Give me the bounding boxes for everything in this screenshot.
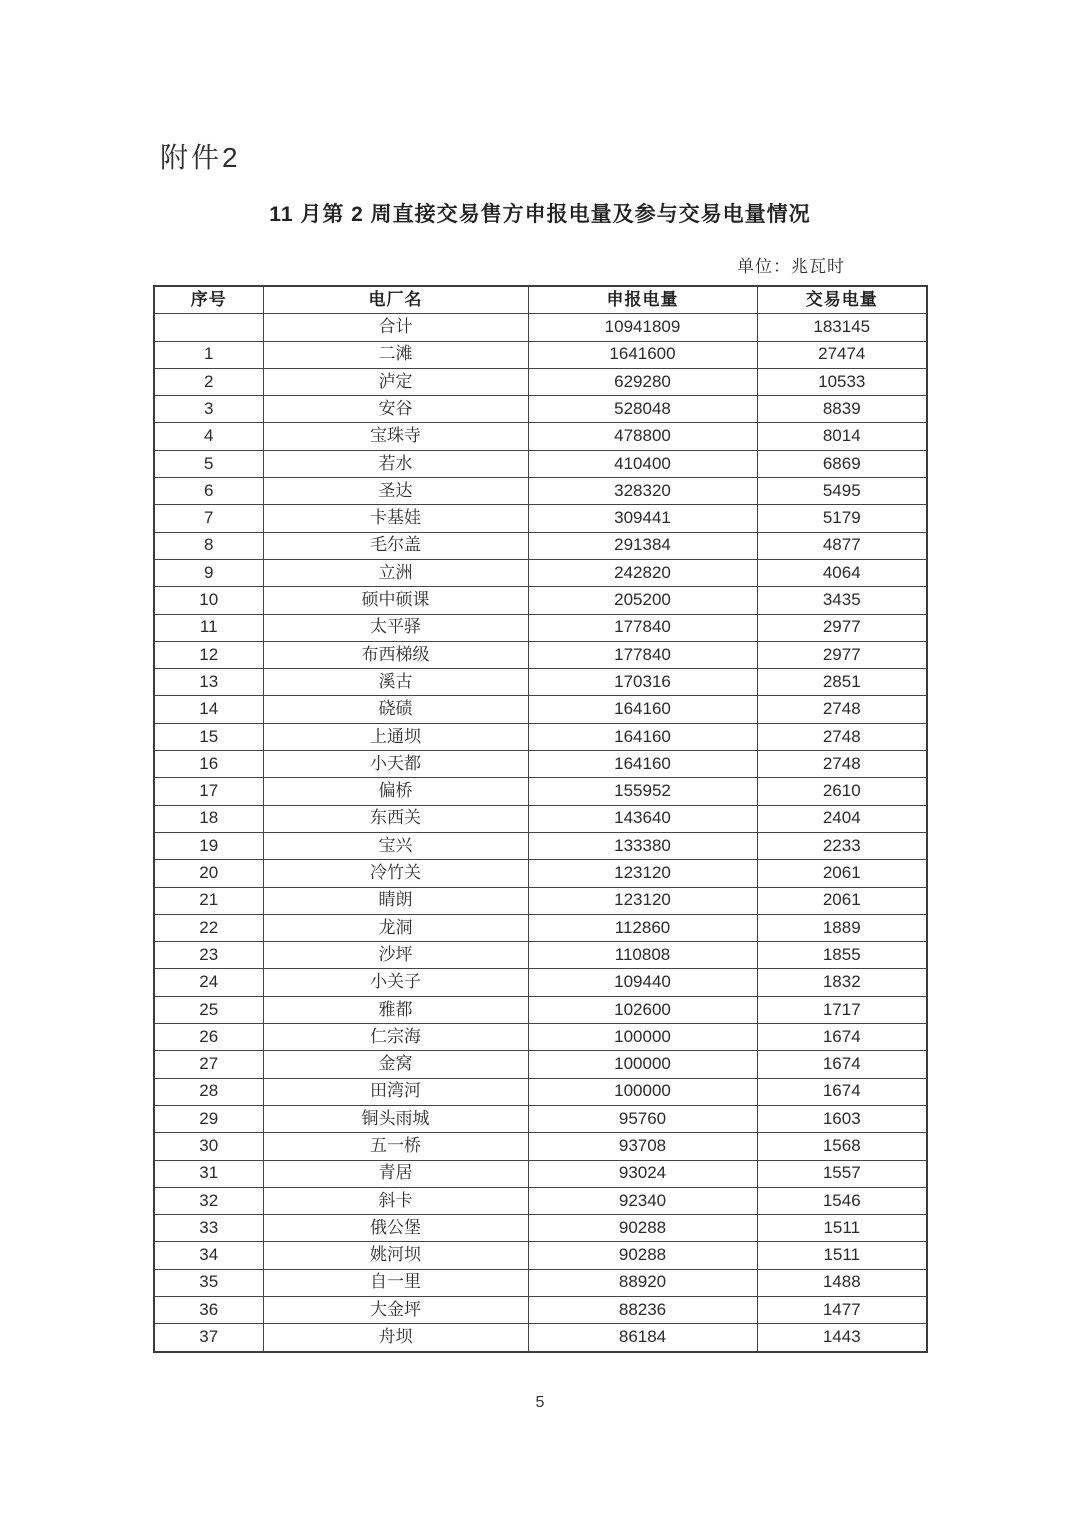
table-row — [154, 505, 927, 532]
cell-name: 泸定 — [263, 368, 528, 395]
table-row — [154, 641, 927, 668]
table-row — [154, 1215, 927, 1242]
cell-declared: 100000 — [528, 1078, 757, 1105]
cell-name: 姚河坝 — [263, 1242, 528, 1269]
cell-name: 俄公堡 — [263, 1215, 528, 1242]
table-row — [154, 1105, 927, 1132]
cell-name: 小关子 — [263, 969, 528, 996]
table-row — [154, 1133, 927, 1160]
cell-traded: 1488 — [757, 1269, 927, 1296]
cell-no: 20 — [154, 860, 263, 887]
cell-name: 沙坪 — [263, 942, 528, 969]
cell-declared: 10941809 — [528, 314, 757, 341]
cell-declared: 164160 — [528, 696, 757, 723]
cell-no: 32 — [154, 1187, 263, 1214]
cell-name: 硗碛 — [263, 696, 528, 723]
cell-name: 仁宗海 — [263, 1024, 528, 1051]
table-row — [154, 1024, 927, 1051]
cell-name: 硕中硕课 — [263, 587, 528, 614]
cell-name: 毛尔盖 — [263, 532, 528, 559]
cell-name: 小天都 — [263, 751, 528, 778]
cell-name: 上通坝 — [263, 723, 528, 750]
cell-no: 14 — [154, 696, 263, 723]
cell-name: 青居 — [263, 1160, 528, 1187]
cell-name: 立洲 — [263, 559, 528, 586]
cell-name: 二滩 — [263, 341, 528, 368]
cell-traded: 1832 — [757, 969, 927, 996]
cell-traded: 1557 — [757, 1160, 927, 1187]
cell-no: 35 — [154, 1269, 263, 1296]
cell-traded: 2610 — [757, 778, 927, 805]
cell-no: 28 — [154, 1078, 263, 1105]
cell-declared: 123120 — [528, 887, 757, 914]
cell-name: 若水 — [263, 450, 528, 477]
cell-declared: 629280 — [528, 368, 757, 395]
table-row — [154, 587, 927, 614]
cell-traded: 2233 — [757, 832, 927, 859]
table-row — [154, 1187, 927, 1214]
cell-declared: 155952 — [528, 778, 757, 805]
table-row — [154, 969, 927, 996]
table-total-row — [154, 314, 927, 341]
cell-traded: 1511 — [757, 1215, 927, 1242]
cell-no: 13 — [154, 669, 263, 696]
table-row — [154, 805, 927, 832]
cell-declared: 88920 — [528, 1269, 757, 1296]
cell-traded: 1889 — [757, 914, 927, 941]
page-title: 11 月第 2 周直接交易售方申报电量及参与交易电量情况 — [269, 203, 811, 226]
cell-traded: 1674 — [757, 1078, 927, 1105]
cell-no: 21 — [154, 887, 263, 914]
cell-declared: 164160 — [528, 723, 757, 750]
cell-no: 11 — [154, 614, 263, 641]
cell-name: 宝珠寺 — [263, 423, 528, 450]
power-trading-table — [153, 285, 928, 1353]
cell-no: 24 — [154, 969, 263, 996]
cell-name: 雅都 — [263, 996, 528, 1023]
cell-traded: 2061 — [757, 860, 927, 887]
column-header-no: 序号 — [154, 286, 263, 314]
table-row — [154, 396, 927, 423]
table-header-row — [154, 286, 927, 314]
cell-no: 8 — [154, 532, 263, 559]
cell-declared: 86184 — [528, 1324, 757, 1352]
cell-name: 圣达 — [263, 478, 528, 505]
cell-declared: 242820 — [528, 559, 757, 586]
cell-traded: 1855 — [757, 942, 927, 969]
table-row — [154, 914, 927, 941]
cell-name: 自一里 — [263, 1269, 528, 1296]
table-row — [154, 1324, 927, 1352]
cell-traded: 2748 — [757, 751, 927, 778]
cell-traded: 2061 — [757, 887, 927, 914]
cell-no: 30 — [154, 1133, 263, 1160]
cell-no: 15 — [154, 723, 263, 750]
cell-name: 宝兴 — [263, 832, 528, 859]
cell-declared: 309441 — [528, 505, 757, 532]
cell-traded: 1443 — [757, 1324, 927, 1352]
cell-no: 18 — [154, 805, 263, 832]
table-row — [154, 559, 927, 586]
cell-name: 合计 — [263, 314, 528, 341]
cell-declared: 92340 — [528, 1187, 757, 1214]
cell-traded: 4877 — [757, 532, 927, 559]
cell-no: 9 — [154, 559, 263, 586]
cell-no: 3 — [154, 396, 263, 423]
cell-traded: 1717 — [757, 996, 927, 1023]
cell-declared: 133380 — [528, 832, 757, 859]
cell-no: 36 — [154, 1296, 263, 1323]
column-header-name: 电厂名 — [263, 286, 528, 314]
cell-no: 1 — [154, 341, 263, 368]
cell-name: 大金坪 — [263, 1296, 528, 1323]
cell-no: 7 — [154, 505, 263, 532]
cell-name: 田湾河 — [263, 1078, 528, 1105]
table-row — [154, 423, 927, 450]
cell-no: 6 — [154, 478, 263, 505]
table-row — [154, 887, 927, 914]
cell-declared: 102600 — [528, 996, 757, 1023]
cell-traded: 6869 — [757, 450, 927, 477]
cell-no: 17 — [154, 778, 263, 805]
cell-traded: 4064 — [757, 559, 927, 586]
cell-declared: 88236 — [528, 1296, 757, 1323]
table-row — [154, 778, 927, 805]
cell-declared: 1641600 — [528, 341, 757, 368]
cell-no: 16 — [154, 751, 263, 778]
cell-traded: 1603 — [757, 1105, 927, 1132]
table-row — [154, 669, 927, 696]
cell-declared: 90288 — [528, 1215, 757, 1242]
page-number: 5 — [535, 1394, 545, 1411]
cell-no: 10 — [154, 587, 263, 614]
cell-name: 睛朗 — [263, 887, 528, 914]
cell-name: 五一桥 — [263, 1133, 528, 1160]
cell-traded: 1568 — [757, 1133, 927, 1160]
cell-declared: 410400 — [528, 450, 757, 477]
attachment-label: 附件2 — [160, 142, 241, 173]
table-row — [154, 478, 927, 505]
cell-traded: 10533 — [757, 368, 927, 395]
cell-traded: 183145 — [757, 314, 927, 341]
table-row — [154, 723, 927, 750]
table-row — [154, 614, 927, 641]
cell-name: 铜头雨城 — [263, 1105, 528, 1132]
table-row — [154, 1078, 927, 1105]
cell-name: 溪古 — [263, 669, 528, 696]
cell-traded: 5495 — [757, 478, 927, 505]
cell-name: 卡基娃 — [263, 505, 528, 532]
cell-traded: 1674 — [757, 1051, 927, 1078]
cell-traded: 2748 — [757, 723, 927, 750]
table-row — [154, 1160, 927, 1187]
cell-traded: 1477 — [757, 1296, 927, 1323]
cell-no: 34 — [154, 1242, 263, 1269]
table-row — [154, 341, 927, 368]
cell-no: 37 — [154, 1324, 263, 1352]
cell-declared: 170316 — [528, 669, 757, 696]
cell-traded: 2977 — [757, 641, 927, 668]
cell-declared: 109440 — [528, 969, 757, 996]
cell-declared: 112860 — [528, 914, 757, 941]
cell-name: 金窝 — [263, 1051, 528, 1078]
cell-declared: 143640 — [528, 805, 757, 832]
table-row — [154, 751, 927, 778]
table-row — [154, 832, 927, 859]
cell-no: 23 — [154, 942, 263, 969]
column-header-declared: 申报电量 — [528, 286, 757, 314]
cell-name: 舟坝 — [263, 1324, 528, 1352]
cell-name: 斜卡 — [263, 1187, 528, 1214]
cell-traded: 2977 — [757, 614, 927, 641]
cell-declared: 328320 — [528, 478, 757, 505]
cell-name: 安谷 — [263, 396, 528, 423]
cell-traded: 27474 — [757, 341, 927, 368]
cell-no: 33 — [154, 1215, 263, 1242]
table-row — [154, 450, 927, 477]
cell-traded: 2404 — [757, 805, 927, 832]
cell-declared: 123120 — [528, 860, 757, 887]
cell-traded: 2748 — [757, 696, 927, 723]
cell-declared: 93024 — [528, 1160, 757, 1187]
table-row — [154, 1051, 927, 1078]
table-header — [154, 286, 927, 314]
table-row — [154, 368, 927, 395]
cell-traded: 5179 — [757, 505, 927, 532]
table-row — [154, 1242, 927, 1269]
cell-declared: 528048 — [528, 396, 757, 423]
cell-traded: 1546 — [757, 1187, 927, 1214]
cell-traded: 8014 — [757, 423, 927, 450]
cell-declared: 164160 — [528, 751, 757, 778]
cell-name: 冷竹关 — [263, 860, 528, 887]
cell-name: 龙洞 — [263, 914, 528, 941]
cell-declared: 291384 — [528, 532, 757, 559]
cell-traded: 2851 — [757, 669, 927, 696]
cell-no: 19 — [154, 832, 263, 859]
cell-no: 31 — [154, 1160, 263, 1187]
table-body — [154, 314, 927, 1352]
cell-declared: 95760 — [528, 1105, 757, 1132]
cell-declared: 110808 — [528, 942, 757, 969]
cell-no — [154, 314, 263, 341]
cell-no: 5 — [154, 450, 263, 477]
cell-declared: 478800 — [528, 423, 757, 450]
cell-no: 25 — [154, 996, 263, 1023]
table-row — [154, 1296, 927, 1323]
cell-declared: 100000 — [528, 1024, 757, 1051]
cell-traded: 8839 — [757, 396, 927, 423]
cell-declared: 93708 — [528, 1133, 757, 1160]
table-row — [154, 532, 927, 559]
cell-no: 22 — [154, 914, 263, 941]
cell-no: 12 — [154, 641, 263, 668]
cell-declared: 205200 — [528, 587, 757, 614]
cell-no: 29 — [154, 1105, 263, 1132]
cell-name: 东西关 — [263, 805, 528, 832]
cell-name: 布西梯级 — [263, 641, 528, 668]
table-row — [154, 996, 927, 1023]
column-header-traded: 交易电量 — [757, 286, 927, 314]
table-row — [154, 1269, 927, 1296]
cell-declared: 100000 — [528, 1051, 757, 1078]
cell-traded: 1674 — [757, 1024, 927, 1051]
cell-no: 26 — [154, 1024, 263, 1051]
cell-declared: 177840 — [528, 641, 757, 668]
table-row — [154, 860, 927, 887]
table-row — [154, 942, 927, 969]
cell-no: 4 — [154, 423, 263, 450]
cell-no: 27 — [154, 1051, 263, 1078]
unit-note: 单位：兆瓦时 — [737, 257, 845, 276]
cell-no: 2 — [154, 368, 263, 395]
cell-name: 太平驿 — [263, 614, 528, 641]
cell-traded: 1511 — [757, 1242, 927, 1269]
cell-name: 偏桥 — [263, 778, 528, 805]
cell-declared: 90288 — [528, 1242, 757, 1269]
cell-traded: 3435 — [757, 587, 927, 614]
table-row — [154, 696, 927, 723]
cell-declared: 177840 — [528, 614, 757, 641]
